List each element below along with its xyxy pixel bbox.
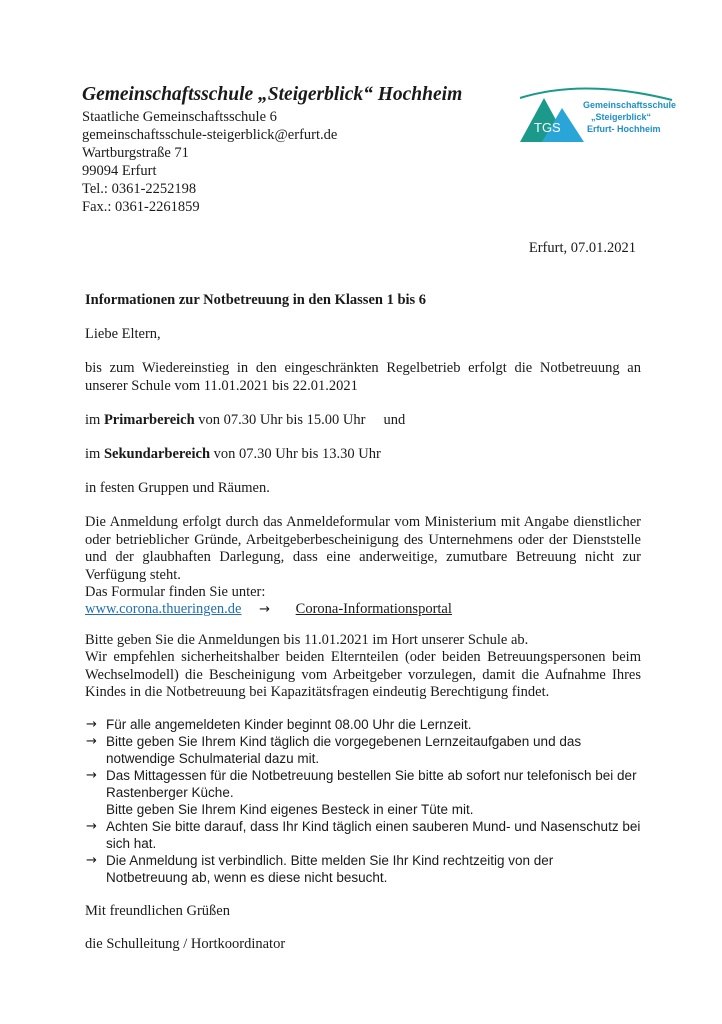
logo-text-line: „Steigerblick“ <box>591 112 652 122</box>
corona-link[interactable]: www.corona.thueringen.de <box>85 601 242 617</box>
address-line: Staatliche Gemeinschaftsschule 6 <box>82 109 277 125</box>
salutation: Liebe Eltern, <box>85 326 161 342</box>
groups-line: in festen Gruppen und Räumen. <box>85 480 270 496</box>
list-item-text: Die Anmeldung ist verbindlich. Bitte melden Sie Ihr Kind rechtzeitig von der <box>106 853 554 868</box>
address-block <box>82 108 337 216</box>
logo-text-line: Gemeinschaftsschule <box>583 100 677 110</box>
logo-abbr: TGS <box>534 120 561 135</box>
arrow-right-icon: → <box>86 734 97 749</box>
school-logo <box>514 82 676 148</box>
submit-line: Bitte geben Sie die Anmeldungen bis 11.01.2021 im Hort unserer Schule ab. <box>85 632 529 648</box>
sekundar-label: Sekundarbereich <box>103 446 211 462</box>
list-item-text: Bitte geben Sie Ihrem Kind täglich die vorgegebenen Lernzeitaufgaben und das <box>106 734 582 749</box>
arrow-right-icon: → <box>86 717 97 732</box>
primar-times: von 07.30 Uhr bis 15.00 Uhr <box>194 412 366 428</box>
address-line: Wartburgstraße 71 <box>82 145 189 161</box>
arrow-right-icon: → <box>86 768 97 783</box>
registration-paragraph: Die Anmeldung erfolgt durch das Anmeldeformular vom Ministerium mit Angabe dienstlicher oder betrieblicher Gründe, Arbeitgeberbescheinigung des Unternehmens oder der Dienststelle und der glaubhaften Darlegung, dass eine anderweitige, zumutbare Betreuung nicht zur Verfügung steht. <box>85 514 641 583</box>
list-item-text: notwendige Schulmaterial dazu mit. <box>106 751 320 766</box>
sekundar-line <box>85 446 641 464</box>
list-item-text: Rastenberger Küche. <box>106 785 234 800</box>
sekundar-prefix: im <box>85 446 104 462</box>
phone-line: Tel.: 0361-2252198 <box>82 181 197 197</box>
recommend-paragraph: Wir empfehlen sicherheitshalber beiden Elternteilen (oder beiden Betreuungspersonen beim Wechselmodell) die Bescheinigung vom Arbeitgeber vorzulegen, damit die Aufnahme Ihres Kindes in die Notbetreuung bei Kapazitätsfragen eindeutig Berechtigung findet. <box>85 649 641 700</box>
list-item-text: sich hat. <box>106 836 157 851</box>
arrow-right-icon: → <box>259 602 271 617</box>
link-line <box>85 601 641 619</box>
signature-line: die Schulleitung / Hortkoordinator <box>85 936 286 952</box>
list-item-text: Das Mittagessen für die Notbetreuung bestellen Sie bitte ab sofort nur telefonisch bei der <box>106 768 637 783</box>
list-item-text: Notbetreuung ab, wenn es diese nicht besucht. <box>106 870 388 885</box>
list-item <box>86 716 646 733</box>
intro-paragraph: bis zum Wiedereinstieg in den eingeschränkten Regelbetrieb erfolgt die Notbetreuung an unserer Schule vom 11.01.2021 bis 22.01.2021 <box>85 360 641 394</box>
primar-prefix: im <box>85 412 104 428</box>
address-line: 99094 Erfurt <box>82 163 157 179</box>
und-word: und <box>383 412 406 428</box>
letter-subject: Informationen zur Notbetreuung in den Klassen 1 bis 6 <box>85 292 427 308</box>
primar-label: Primarbereich <box>103 412 195 428</box>
list-item <box>86 818 646 852</box>
list-item-text: Für alle angemeldeten Kinder beginnt 08.00 Uhr die Lernzeit. <box>106 717 472 732</box>
list-item-text: Achten Sie bitte darauf, dass Ihr Kind täglich einen sauberen Mund- und Nasenschutz bei <box>106 819 641 834</box>
list-item <box>86 767 646 818</box>
letter-date: Erfurt, 07.01.2021 <box>528 240 636 256</box>
arrow-right-icon: → <box>86 819 97 834</box>
portal-label: Corona-Informationsportal <box>295 601 452 617</box>
list-item-text: Bitte geben Sie Ihrem Kind eigenes Besteck in einer Tüte mit. <box>106 802 474 817</box>
school-name: Gemeinschaftsschule „Steigerblick“ Hochheim <box>82 84 463 105</box>
list-item <box>86 733 646 767</box>
bullet-list <box>86 716 646 886</box>
fax-line: Fax.: 0361-2261859 <box>82 199 200 215</box>
email-line: gemeinschaftsschule-steigerblick@erfurt.de <box>82 127 338 143</box>
sekundar-times: von 07.30 Uhr bis 13.30 Uhr <box>210 446 381 462</box>
closing-line: Mit freundlichen Grüßen <box>85 903 230 919</box>
formular-line: Das Formular finden Sie unter: <box>85 584 266 600</box>
arrow-right-icon: → <box>86 853 97 868</box>
primar-line <box>85 412 641 430</box>
list-item <box>86 852 646 886</box>
logo-text-line: Erfurt- Hochheim <box>587 124 661 134</box>
